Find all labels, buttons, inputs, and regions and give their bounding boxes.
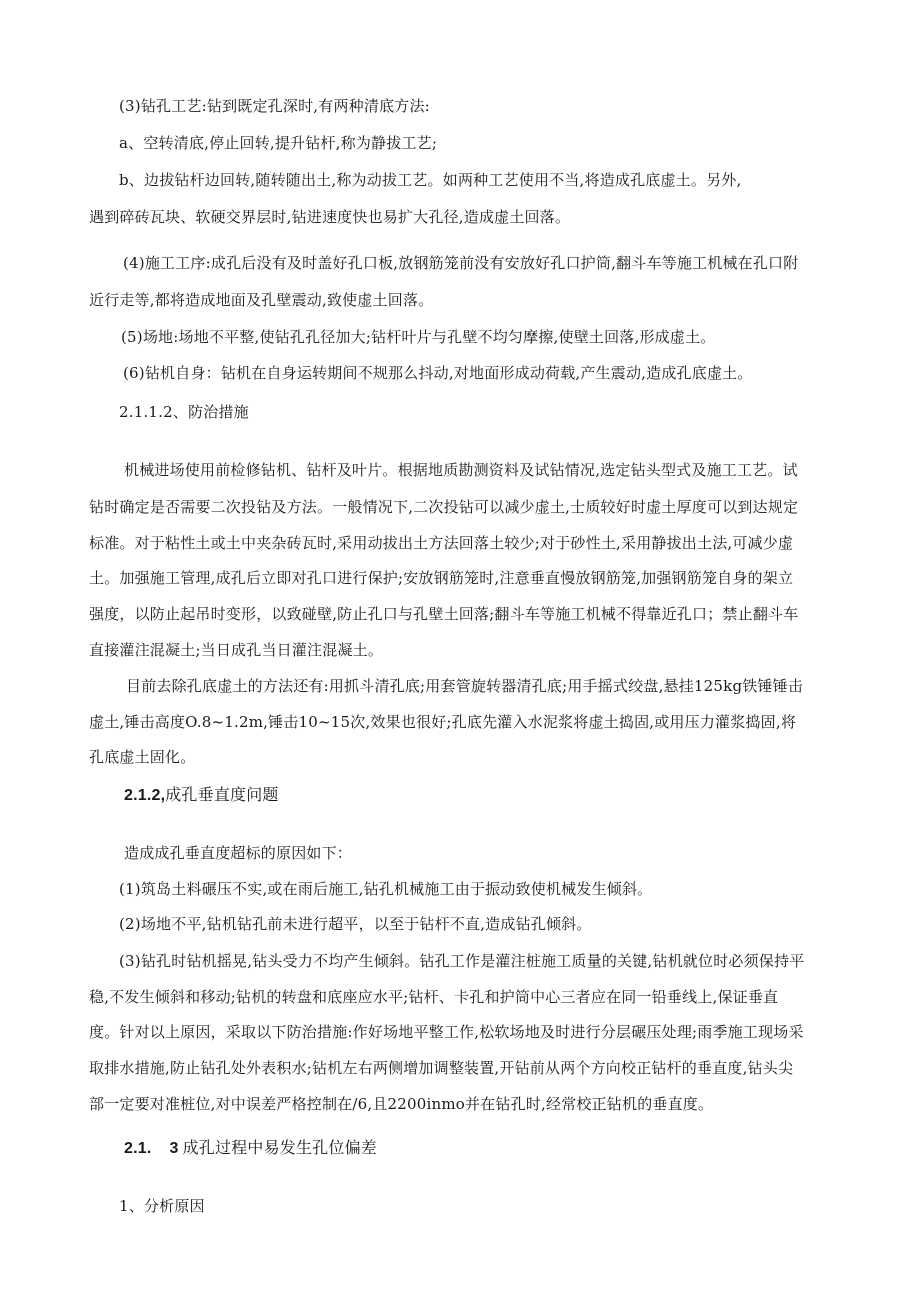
paragraph-line: (3)钻孔时钻机摇晃,钻头受力不均产生倾斜。钻孔工作是灌注桩施工质量的关键,钻机就位时必须保持平 (119, 952, 805, 970)
paragraph-line: 强度，以防止起吊时变形，以致碰壁,防止孔口与孔壁土回落;翻斗车等施工机械不得靠近孔口；禁止翻斗车 (89, 605, 799, 623)
paragraph-line: 遇到碎砖瓦块、软硬交界层时,钻进速度快也易扩大孔径,造成虚土回落。 (89, 208, 571, 226)
paragraph-line: (4)施工工序:成孔后没有及时盖好孔口板,放钢筋笼前没有安放好孔口护筒,翻斗车等施工机械在孔口附 (123, 254, 799, 272)
paragraph-line: 直接灌注混凝土;当日成孔当日灌注混凝土。 (89, 641, 384, 659)
subsection-heading: 1、分析原因 (119, 1197, 205, 1215)
paragraph-line: 近行走等,都将造成地面及孔壁震动,致使虚土回落。 (89, 291, 434, 309)
section-heading (124, 1138, 377, 1159)
paragraph-line: 孔底虚土固化。 (89, 748, 196, 766)
heading-number: 2.1. (124, 1140, 152, 1157)
heading-text: 成孔垂直度问题 (165, 785, 279, 804)
paragraph-line: (2)场地不平,钻机钻孔前未进行超平，以至于钻杆不直,造成钻孔倾斜。 (119, 915, 592, 933)
section-heading (124, 785, 279, 806)
paragraph-line: 机械进场使用前检修钻机、钻杆及叶片。根据地质勘测资料及试钻情况,选定钻头型式及施工工艺。试 (124, 461, 798, 479)
paragraph-line: 土。加强施工管理,成孔后立即对孔口进行保护;安放钢筋笼时,注意垂直慢放钢筋笼,加强钢筋笼自身的架立 (89, 569, 794, 587)
paragraph-line: 钻时确定是否需要二次投钻及方法。一般情况下,二次投钻可以减少虚土,士质较好时虚土厚度可以到达规定 (89, 498, 799, 516)
paragraph-line: 部一定要对准桩位,对中误差严格控制在/6,且2200inmo并在钻孔时,经常校正钻机的垂直度。 (89, 1095, 714, 1113)
paragraph-line: b、边拔钻杆边回转,随转随出土,称为动拔工艺。如两种工艺使用不当,将造成孔底虚土。另外, (119, 171, 742, 189)
paragraph-line: 目前去除孔底虚土的方法还有:用抓斗清孔底;用套管旋转器清孔底;用手摇式绞盘,悬挂125kg铁锤锤击 (126, 677, 804, 695)
paragraph-line: 标准。对于粘性土或土中夹杂砖瓦时,采用动拔出土方法回落土较少;对于砂性土,采用静拔出土法,可减少虚 (89, 534, 794, 552)
paragraph-line: 度。针对以上原因，采取以下防治措施:作好场地平整工作,松软场地及时进行分层碾压处理;雨季施工现场采 (89, 1023, 804, 1041)
heading-text: 成孔过程中易发生孔位偏差 (182, 1138, 378, 1157)
paragraph-line: 造成成孔垂直度超标的原因如下： (124, 844, 353, 862)
paragraph-line: (5)场地:场地不平整,使钻孔孔径加大;钻杆叶片与孔壁不均匀摩擦,使壁土回落,形成虚土。 (121, 328, 716, 346)
paragraph-line: a、空转清底,停止回转,提升钻杆,称为静拔工艺; (119, 134, 438, 152)
paragraph-line: 稳,不发生倾斜和移动;钻机的转盘和底座应水平;钻杆、卡孔和护筒中心三者应在同一铅垂线上,保证垂直 (89, 988, 779, 1006)
paragraph-line: (3)钻孔工艺:钻到既定孔深时,有两种清底方法: (119, 97, 430, 115)
heading-number-suffix: 3 (169, 1140, 179, 1157)
paragraph-line: (1)筑岛土料碾压不实,或在雨后施工,钻孔机械施工由于振动致使机械发生倾斜。 (119, 880, 653, 898)
section-heading: 2.1.1.2、防治措施 (119, 403, 249, 421)
paragraph-line: 取排水措施,防止钻孔处外表积水;钻机左右两侧增加调整装置,开钻前从两个方向校正钻杆的垂直度,钻头尖 (89, 1059, 794, 1077)
paragraph-line: 虚土,锤击高度O.8~1.2m,锤击10~15次,效果也很好;孔底先灌入水泥浆将虚土捣固,或用压力灌浆捣固,将 (89, 713, 797, 731)
heading-number: 2.1.2, (124, 787, 166, 804)
paragraph-line: (6)钻机自身：钻机在自身运转期间不规那么抖动,对地面形成动荷载,产生震动,造成孔底虚土。 (123, 364, 753, 382)
